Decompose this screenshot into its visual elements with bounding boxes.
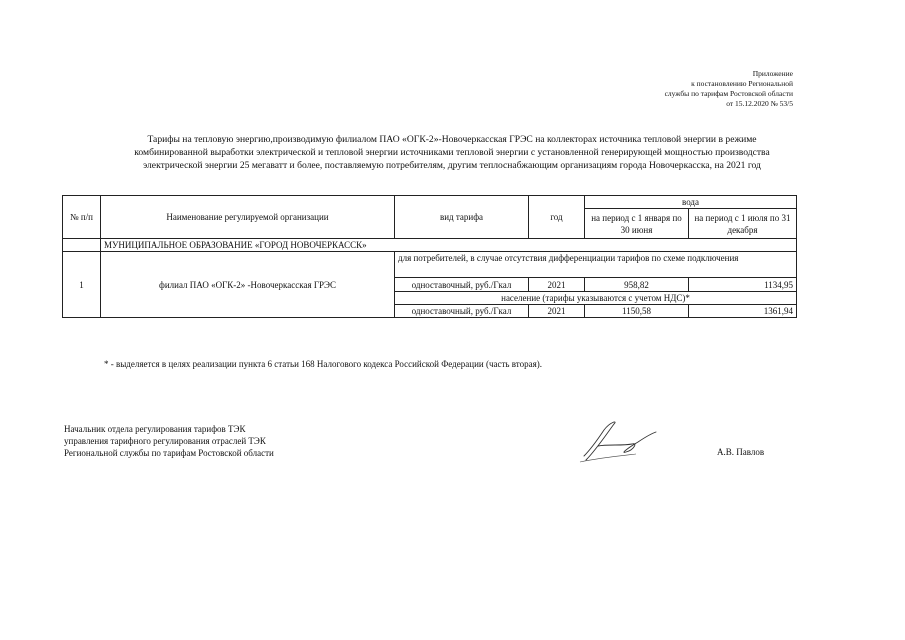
tariff-type: одноставочный, руб./Гкал: [395, 305, 529, 318]
tariff-year: 2021: [529, 305, 585, 318]
tariff-year: 2021: [529, 278, 585, 292]
header-period1: на период с 1 января по 30 июня: [585, 209, 689, 239]
signer-block: [64, 423, 274, 459]
annex-block: [665, 69, 793, 109]
header-year: год: [529, 196, 585, 239]
tariff-value-period1: 1150,58: [585, 305, 689, 318]
annex-line: Приложение: [752, 69, 793, 78]
tariff-table: [62, 195, 797, 318]
header-type: вид тарифа: [395, 196, 529, 239]
table-header-row: [63, 196, 797, 209]
signer-line: управления тарифного регулирования отраслей ТЭК: [64, 436, 266, 446]
header-water: вода: [585, 196, 797, 209]
annex-line: к постановлению Региональной: [691, 79, 793, 88]
municipality-name: МУНИЦИПАЛЬНОЕ ОБРАЗОВАНИЕ «ГОРОД НОВОЧЕРКАССК»: [101, 239, 797, 252]
handwritten-signature: [578, 420, 660, 464]
signer-line: Региональной службы по тарифам Ростовской области: [64, 448, 274, 458]
municipality-row: [63, 239, 797, 252]
group-population: население (тарифы указываются с учетом НДС)*: [395, 292, 797, 305]
title-line: комбинированной выработки электрической и тепловой энергии источниками тепловой энергии с установленной генерирующей мощностью производства: [134, 147, 770, 158]
title-line: электрической энергии 25 мегаватт и более, поставляемую потребителям, другим теплоснабжающим организациям города Новочеркасска, на 2021 год: [143, 160, 761, 171]
annex-line: от 15.12.2020 № 53/5: [726, 99, 793, 108]
signer-name: А.В. Павлов: [717, 447, 765, 457]
table-row: [63, 252, 797, 278]
header-period2: на период с 1 июля по 31 декабря: [689, 209, 797, 239]
group-consumers: для потребителей, в случае отсутствия дифференциации тарифов по схеме подключения: [395, 252, 797, 278]
header-org: Наименование регулируемой организации: [101, 196, 395, 239]
tariff-type: одноставочный, руб./Гкал: [395, 278, 529, 292]
signer-line: Начальник отдела регулирования тарифов ТЭК: [64, 424, 246, 434]
tariff-value-period2: 1134,95: [689, 278, 797, 292]
footnote: * - выделяется в целях реализации пункта 6 статьи 168 Налогового кодекса Российской Федерации (часть вторая).: [104, 359, 542, 369]
tariff-value-period2: 1361,94: [689, 305, 797, 318]
municipality-num-cell: [63, 239, 101, 252]
annex-line: службы по тарифам Ростовской области: [664, 89, 793, 98]
header-num: № п/п: [63, 196, 101, 239]
row-org: филиал ПАО «ОГК-2» -Новочеркасская ГРЭС: [101, 252, 395, 318]
document-title: [72, 133, 832, 172]
row-num: 1: [63, 252, 101, 318]
title-line: Тарифы на тепловую энергию,производимую филиалом ПАО «ОГК-2»-Новочеркасская ГРЭС на коллекторах источника тепловой энергии в режиме: [147, 134, 757, 145]
tariff-value-period1: 958,82: [585, 278, 689, 292]
